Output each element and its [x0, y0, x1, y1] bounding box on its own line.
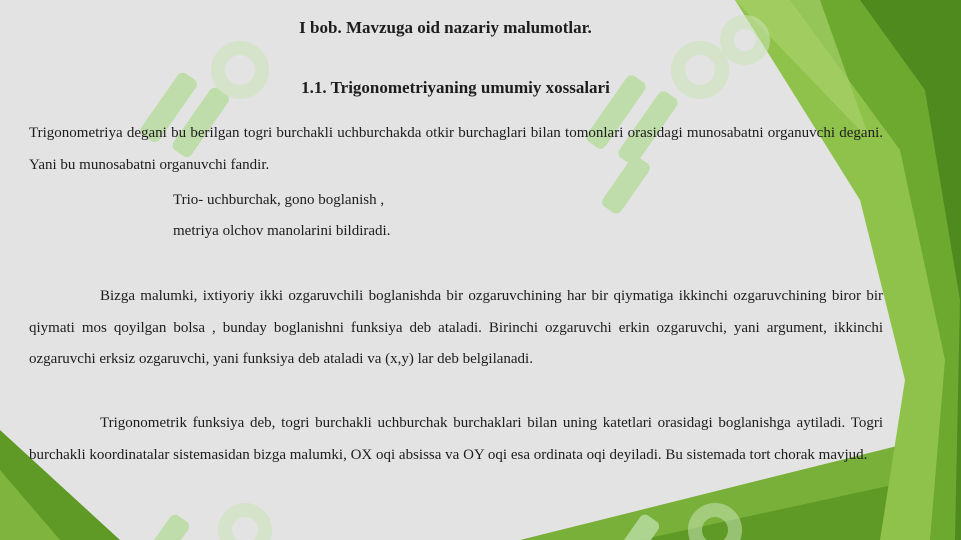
paragraph-function: Bizga malumki, ixtiyoriy ikki ozgaruvchili boglanishda bir ozgaruvchining har bir qiymatiga ikkinchi ozgaruvchining biror bir qiymati mos qoyilgan bolsa , bunday boglanishni funksiya deb ataladi. Birinchi ozgaruvchi erkin ozgaruvchi, yani argument, ikkinchi ozgaruvchi erksiz ozgaruvchi, yani funksiya deb ataladi va (x,y) lar deb belgilanadi.: [29, 288, 883, 367]
definition-line-metriya: metriya olchov manolarini bildiradi.: [173, 223, 391, 239]
section-title: 1.1. Trigonometriyaning umumiy xossalari: [301, 78, 610, 97]
paragraph-trig-function: Trigonometrik funksiya deb, togri burchakli uchburchak burchaklari bilan uning katetlari orasidagi boglanishga aytiladi. Togri burchakli koordinatalar sistemasidan bizga malumki, OX oqi absissa va OY oqi esa ordinata oqi deyiladi. Bu sistemada tort chorak mavjud.: [29, 415, 883, 463]
chapter-title: I bob. Mavzuga oid nazariy malumotlar.: [299, 18, 592, 37]
definition-line-trio: Trio- uchburchak, gono boglanish ,: [173, 192, 385, 208]
paragraph-definition: Trigonometriya degani bu berilgan togri burchakli uchburchakda otkir burchaglari bilan tomonlari orasidagi munosabatni organuvchi degani. Yani bu munosabatni organuvchi fandir.: [29, 125, 883, 173]
